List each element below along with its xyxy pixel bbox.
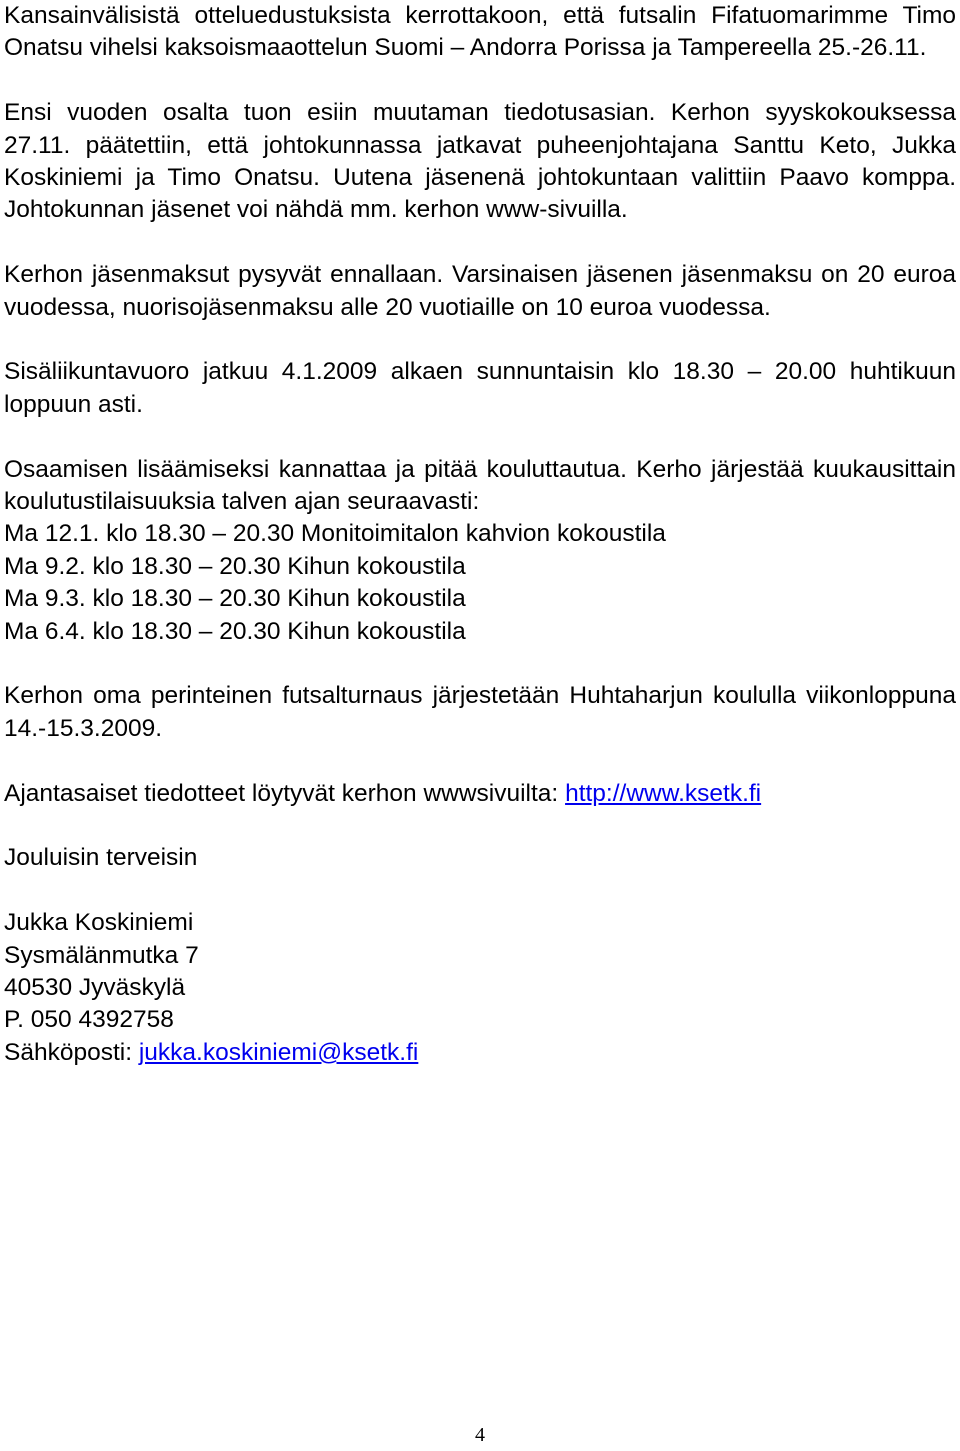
paragraph-futsal-national: Kansainvälisistä otteluedustuksista kerrottakoon, että futsalin Fifatuomarimme Timo Onatsu vihelsi kaksoismaaottelun Suomi – Andorra Porissa ja Tampereella 25.-26.11. — [4, 2, 956, 62]
training-schedule-item: Ma 6.4. klo 18.30 – 20.30 Kihun kokoustila — [4, 617, 466, 645]
paragraph-indoor-schedule: Sisäliikuntavuoro jatkuu 4.1.2009 alkaen sunnuntaisin klo 18.30 – 20.00 huhtikuun loppuun asti. — [4, 358, 956, 418]
paragraph-website — [4, 778, 956, 810]
email-link[interactable]: jukka.koskiniemi@ksetk.fi — [138, 1038, 419, 1066]
paragraph-training-intro: Osaamisen lisäämiseksi kannattaa ja pitää kouluttautua. Kerho järjestää kuukausittain koulutustilaisuuksia talven ajan seuraavasti: — [4, 455, 956, 516]
signature-phone: P. 050 4392758 — [4, 1006, 174, 1034]
paragraph-fees: Kerhon jäsenmaksut pysyvät ennallaan. Varsinaisen jäsenen jäsenmaksu on 20 euroa vuodessa, nuorisojäsenmaksu alle 20 vuotiaille on 10 euroa vuodessa. — [4, 261, 956, 321]
training-schedule-list — [4, 518, 956, 648]
greeting: Jouluisin terveisin — [4, 844, 198, 872]
signature-block — [4, 907, 956, 1069]
paragraph-board: Ensi vuoden osalta tuon esiin muutaman tiedotusasian. Kerhon syyskokouksessa 27.11. päätettiin, että johtokunnassa jatkavat puheenjohtajana Santtu Keto, Jukka Koskiniemi ja Timo Onatsu. Uutena jäsenenä johtokuntaan valittiin Paavo komppa. Johtokunnan jäsenet voi nähdä mm. kerhon www-sivuilla. — [4, 99, 956, 224]
signature-name: Jukka Koskiniemi — [4, 909, 194, 937]
website-text: Ajantasaiset tiedotteet löytyvät kerhon wwwsivuilta: — [4, 779, 566, 807]
paragraph-tournament: Kerhon oma perinteinen futsalturnaus järjestetään Huhtaharjun koululla viikonloppuna 14.-15.3.2009. — [4, 682, 956, 742]
email-label: Sähköposti: — [4, 1038, 139, 1066]
signature-email-line — [4, 1037, 956, 1069]
page-number: 4 — [475, 1424, 485, 1446]
document-page — [4, 0, 956, 1069]
signature-city: 40530 Jyväskylä — [4, 974, 186, 1002]
training-schedule-item: Ma 9.2. klo 18.30 – 20.30 Kihun kokoustila — [4, 552, 466, 580]
signature-street: Sysmälänmutka 7 — [4, 941, 199, 969]
training-schedule-item: Ma 12.1. klo 18.30 – 20.30 Monitoimitalon kahvion kokoustila — [4, 520, 666, 548]
training-schedule-item: Ma 9.3. klo 18.30 – 20.30 Kihun kokoustila — [4, 585, 466, 613]
website-link[interactable]: http://www.ksetk.fi — [565, 779, 762, 807]
